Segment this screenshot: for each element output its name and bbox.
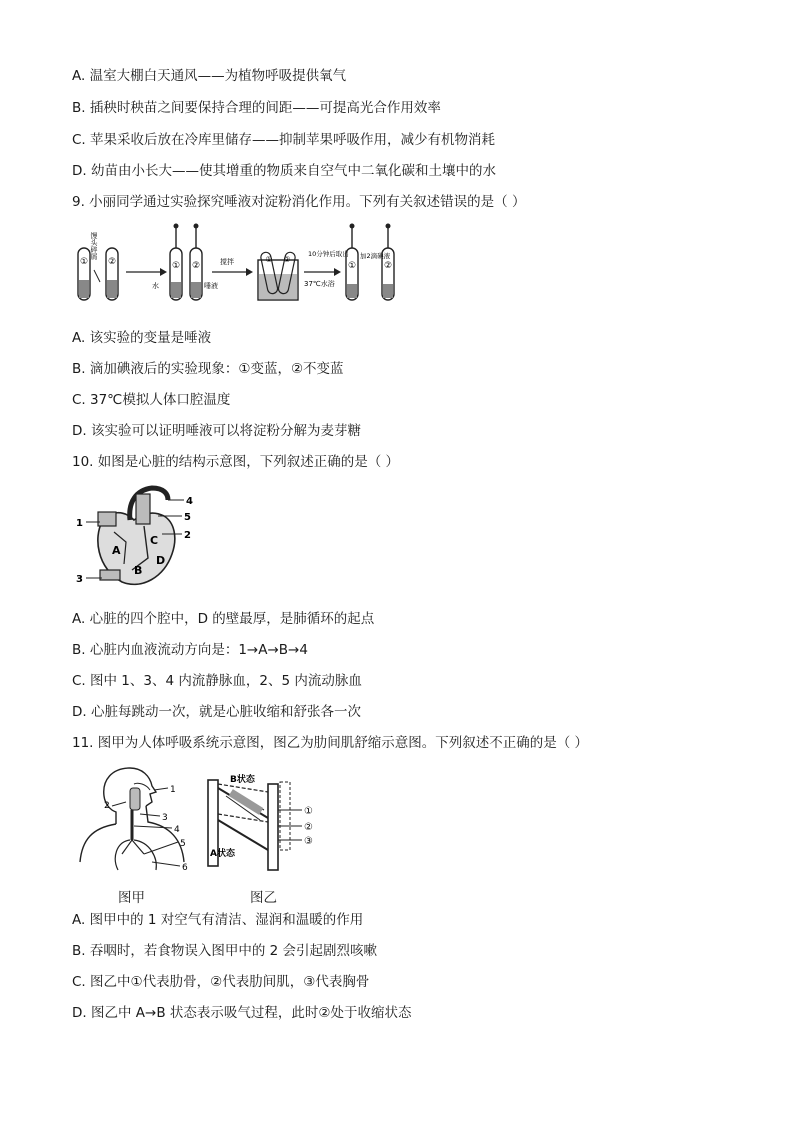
q11-circle-2: ② bbox=[304, 822, 313, 833]
q9-tube1-label: ① bbox=[79, 257, 89, 267]
q11-stateA-label: A状态 bbox=[210, 849, 235, 859]
q9-final-tube1: ① bbox=[347, 261, 357, 271]
q11-caption-a: 图甲 bbox=[118, 890, 145, 906]
q9-water-label: 水 bbox=[152, 282, 159, 290]
q10-option-b: B. 心脏内血液流动方向是：1→A→B→4 bbox=[72, 642, 308, 658]
q9-bath-label: 37℃水浴 bbox=[304, 280, 335, 288]
q11-option-b: B. 吞咽时，若食物误入图甲中的 2 会引起剧烈咳嗽 bbox=[72, 943, 378, 959]
q9-experiment-figure bbox=[72, 222, 402, 310]
q11-option-a: A. 图甲中的 1 对空气有清洁、湿润和温暖的作用 bbox=[72, 912, 364, 928]
q9-stir-label: 搅拌 bbox=[220, 258, 234, 266]
q9-bath-tube2: ② bbox=[283, 255, 291, 264]
q10-label-3: 3 bbox=[76, 574, 83, 585]
q8-option-b: B. 插秧时秧苗之间要保持合理的间距——可提高光合作用效率 bbox=[72, 100, 441, 116]
q9-option-b: B. 滴加碘液后的实验现象：①变蓝，②不变蓝 bbox=[72, 361, 344, 377]
q11-label-2: 2 bbox=[104, 801, 110, 811]
q8-option-a: A. 温室大棚白天通风——为植物呼吸提供氧气 bbox=[72, 68, 347, 84]
q11-option-c: C. 图乙中①代表肋骨，②代表肋间肌，③代表胸骨 bbox=[72, 974, 370, 990]
q11-circle-3: ③ bbox=[304, 836, 313, 847]
q11-label-4: 4 bbox=[174, 825, 180, 835]
q9-iodine-label: 加2滴碘液 bbox=[360, 252, 391, 260]
q8-option-d: D. 幼苗由小长大——使其增重的物质来自空气中二氧化碳和土壤中的水 bbox=[72, 163, 496, 179]
q11-label-1: 1 bbox=[170, 785, 176, 795]
q11-label-3: 3 bbox=[162, 813, 168, 823]
q9-stem: 9. 小丽同学通过实验探究唾液对淀粉消化作用。下列有关叙述错误的是（ ） bbox=[72, 194, 526, 210]
q11-respiratory-figure bbox=[72, 762, 192, 878]
q11-stateB-label: B状态 bbox=[230, 775, 255, 785]
q9-tube2-label: ② bbox=[107, 257, 117, 267]
q11-stem: 11. 图甲为人体呼吸系统示意图，图乙为肋间肌舒缩示意图。下列叙述不正确的是（ ） bbox=[72, 735, 589, 751]
q11-option-d: D. 图乙中 A→B 状态表示吸气过程，此时②处于收缩状态 bbox=[72, 1005, 412, 1021]
q9-final-tube2: ② bbox=[383, 261, 393, 271]
q10-option-a: A. 心脏的四个腔中，D 的壁最厚，是肺循环的起点 bbox=[72, 611, 375, 627]
q10-label-4: 4 bbox=[186, 496, 193, 507]
q10-label-1: 1 bbox=[76, 518, 83, 529]
q10-heart-figure bbox=[72, 482, 212, 592]
q9-paste-label: 馒头碎屑 bbox=[90, 232, 98, 260]
q9-step2-tube2: ② bbox=[191, 261, 201, 271]
q10-label-5: 5 bbox=[184, 512, 191, 523]
q10-option-d: D. 心脏每跳动一次，就是心脏收缩和舒张各一次 bbox=[72, 704, 361, 720]
q10-label-A: A bbox=[112, 544, 121, 557]
q9-step2-tube1: ① bbox=[171, 261, 181, 271]
q10-stem: 10. 如图是心脏的结构示意图，下列叙述正确的是（ ） bbox=[72, 454, 400, 470]
q11-caption-b: 图乙 bbox=[250, 890, 277, 906]
q9-option-c: C. 37℃模拟人体口腔温度 bbox=[72, 392, 231, 408]
q9-option-a: A. 该实验的变量是唾液 bbox=[72, 330, 212, 346]
q11-label-6: 6 bbox=[182, 863, 188, 873]
q8-option-c: C. 苹果采收后放在冷库里储存——抑制苹果呼吸作用，减少有机物消耗 bbox=[72, 132, 496, 148]
q11-intercostal-figure bbox=[204, 774, 328, 876]
q10-option-c: C. 图中 1、3、4 内流静脉血，2、5 内流动脉血 bbox=[72, 673, 362, 689]
q9-bath-tube1: ① bbox=[265, 255, 273, 264]
q11-circle-1: ① bbox=[304, 806, 313, 817]
q10-label-D: D bbox=[156, 554, 166, 567]
q10-label-2: 2 bbox=[184, 530, 191, 541]
q10-label-C: C bbox=[150, 534, 159, 547]
q9-time-label: 10分钟后取出 bbox=[308, 250, 349, 258]
q11-label-5: 5 bbox=[180, 839, 186, 849]
q9-option-d: D. 该实验可以证明唾液可以将淀粉分解为麦芽糖 bbox=[72, 423, 361, 439]
q9-saliva-label: 唾液 bbox=[204, 282, 218, 290]
q10-label-B: B bbox=[134, 564, 143, 577]
